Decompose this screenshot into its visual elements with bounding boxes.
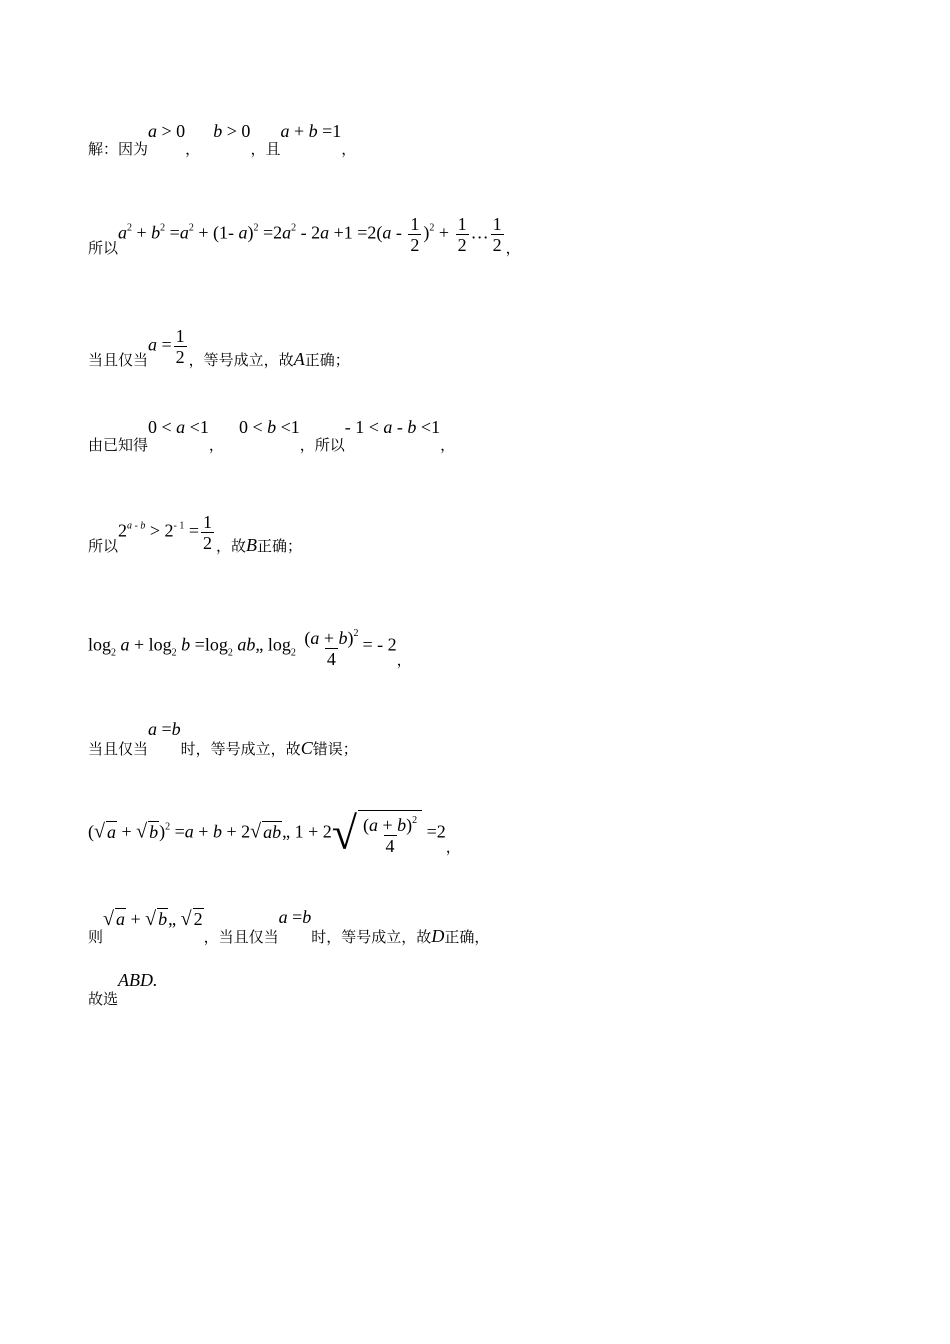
formula-diff-range: - 1 < a - b <1: [344, 417, 441, 437]
formula-a-positive: a > 0: [148, 121, 186, 141]
formula-a-half: a = $\frac{1}{2}$: [148, 326, 185, 367]
formula-sqrt-square: (√ a + √ b)$^2$ =a + b + 2√ ab„ 1 + 2√ $\frac{(a + b)^2}{4}$ =2: [88, 807, 446, 859]
formula-log-sum: $\log_2 a + \log_2 b =\log_2$ ab„ $\log_2$ $\frac{(a + b)^2}{4}$ = - 2: [88, 628, 397, 669]
solution-line-2: 所以$a^2 + b^2 =a^2 + (1-$ $a)^2 =2a^2 - 2a +1 =2(a$ - $\frac{1}{2}$ )$^2$ + $\frac{1}{2}$ … $\frac{1}{2}$ ，: [88, 214, 521, 257]
formula-power-compare: $2^{a - b} > 2^{- 1}$ = $\frac{1}{2}$: [118, 512, 213, 553]
solution-line-10: 故选ABD.: [88, 970, 158, 1008]
solution-line-1: 解：因为a > 0， b > 0，且a + b =1，: [88, 121, 357, 158]
formula-b-range: 0 < b <1: [238, 417, 300, 437]
solution-label: 解：因为: [88, 140, 149, 158]
solution-line-7: 当且仅当a =b时，等号成立，故C错误；: [88, 719, 358, 758]
formula-a-equals-b: a =b: [148, 719, 181, 739]
solution-line-8: (√ a + √ b)$^2$ =a + b + 2√ ab„ 1 + 2√ $\frac{(a + b)^2}{4}$ =2，: [88, 807, 461, 859]
formula-a-equals-b-2: a =b: [278, 907, 312, 927]
formula-sqrt-bound: √ a + √ b„ √ 2: [103, 908, 203, 930]
solution-line-6: $\log_2 a + \log_2 b =\log_2$ ab„ $\log_2$ $\frac{(a + b)^2}{4}$ = - 2，: [88, 624, 412, 669]
solution-line-4: 由已知得0 < a <1， 0 < b <1，所以- 1 < a - b <1，: [88, 417, 456, 454]
answer-choices: ABD.: [118, 970, 158, 990]
solution-line-5: 所以$2^{a - b} > 2^{- 1}$ = $\frac{1}{2}$ ，故B正确；: [88, 512, 303, 555]
formula-a-range: 0 < a <1: [148, 417, 209, 437]
formula-sum-one: a + b =1: [280, 121, 342, 141]
formula-b-positive: b > 0: [213, 121, 251, 141]
solution-line-3: 当且仅当a = $\frac{1}{2}$ ，等号成立，故A正确；: [88, 326, 350, 369]
formula-square-sum: $a^2 + b^2 =a^2 + (1-$ $a)^2 =2a^2 - 2a +1 =2(a$ - $\frac{1}{2}$ )$^2$ + $\frac{1}{2}$ … $\frac{1}{2}$: [118, 214, 502, 255]
solution-line-9: 则√ a + √ b„ √ 2，当且仅当a =b时，等号成立，故D正确，: [88, 907, 490, 946]
